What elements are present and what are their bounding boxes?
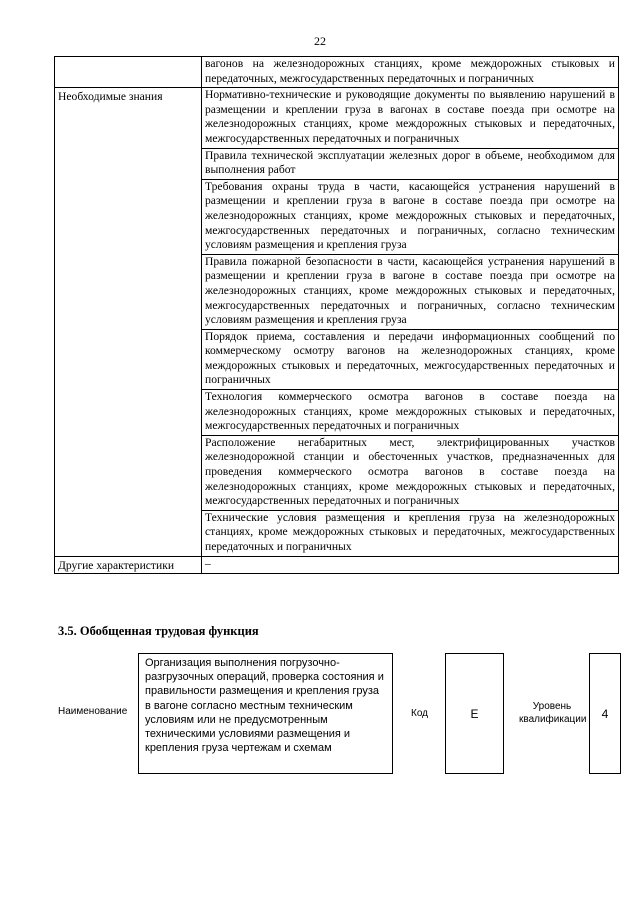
empty-label-cell <box>55 57 202 88</box>
knowledge-item: Технические условия размещения и крепления груза на железнодорожных станциях, кроме междорожных стыковых и передаточных, межгосударственных передаточных и пограничных <box>202 510 619 556</box>
qualification-level-value: 4 <box>601 706 609 721</box>
table-row <box>55 88 619 148</box>
knowledge-label: Необходимые знания <box>55 88 202 556</box>
name-label: Наименование <box>58 706 128 717</box>
knowledge-item: Нормативно-технические и руководящие документы по выявлению нарушений в размещении и креплении груза в вагонах в составе поезда при осмотре на железнодорожных станциях, кроме междорожных стыковых и передаточных, межгосударственных передаточных и пограничных <box>202 88 619 148</box>
other-characteristics-label: Другие характеристики <box>55 556 202 574</box>
code-box <box>445 653 504 774</box>
function-name-text: Организация выполнения погрузочно-разгрузочных операций, проверка состояния и правильности размещения и крепления груза в вагоне согласно местным техническим условиям или не предусмотренным техническими условиями размещения и крепления груза чертежам и схемам <box>145 657 384 755</box>
other-characteristics-value: – <box>202 556 619 574</box>
section-title: 3.5. Обобщенная трудовая функция <box>58 624 259 638</box>
knowledge-item: Требования охраны труда в части, касающейся устранения нарушений в размещении и креплении груза в вагоне в составе поезда при осмотре на железнодорожных станциях, кроме междорожных стыковых и передаточных, межгосударственных передаточных и пограничных, согласно техническим условиям размещения и крепления груза <box>202 179 619 254</box>
qualification-level-label: Уровень квалификации <box>519 701 587 725</box>
table-row <box>55 556 619 574</box>
continued-text-cell: вагонов на железнодорожных станциях, кроме междорожных стыковых и передаточных, межгосударственных передаточных и пограничных <box>202 57 619 88</box>
knowledge-item: Расположение негабаритных мест, электрифицированных участков железнодорожной станции и обесточенных участков, предназначенных для проведения коммерческого осмотра вагонов в составе поезда на железнодорожных станциях, кроме междорожных стыковых и передаточных, межгосударственных передаточных и пограничных <box>202 435 619 510</box>
knowledge-item: Правила пожарной безопасности в части, касающейся устранения нарушений в размещении и креплении груза в вагоне в составе поезда при осмотре на железнодорожных станциях, кроме междорожных стыковых и передаточных, межгосударственных передаточных и пограничных, согласно техническим условиям размещения и крепления груза <box>202 254 619 329</box>
qualification-level-box <box>589 653 621 774</box>
knowledge-table <box>54 56 619 574</box>
function-name-box <box>138 653 393 774</box>
knowledge-item: Правила технической эксплуатации железных дорог в объеме, необходимом для выполнения работ <box>202 148 619 179</box>
table-row <box>55 57 619 88</box>
knowledge-item: Порядок приема, составления и передачи информационных сообщений по коммерческому осмотру вагонов на железнодорожных станциях, кроме междорожных стыковых и передаточных, межгосударственных передаточных и пограничных <box>202 329 619 389</box>
page-number: 22 <box>314 34 326 48</box>
code-value: Е <box>470 706 479 721</box>
code-label: Код <box>411 708 429 719</box>
knowledge-item: Технология коммерческого осмотра вагонов в составе поезда на железнодорожных станциях, кроме междорожных стыковых и передаточных, межгосударственных передаточных и пограничных <box>202 390 619 436</box>
